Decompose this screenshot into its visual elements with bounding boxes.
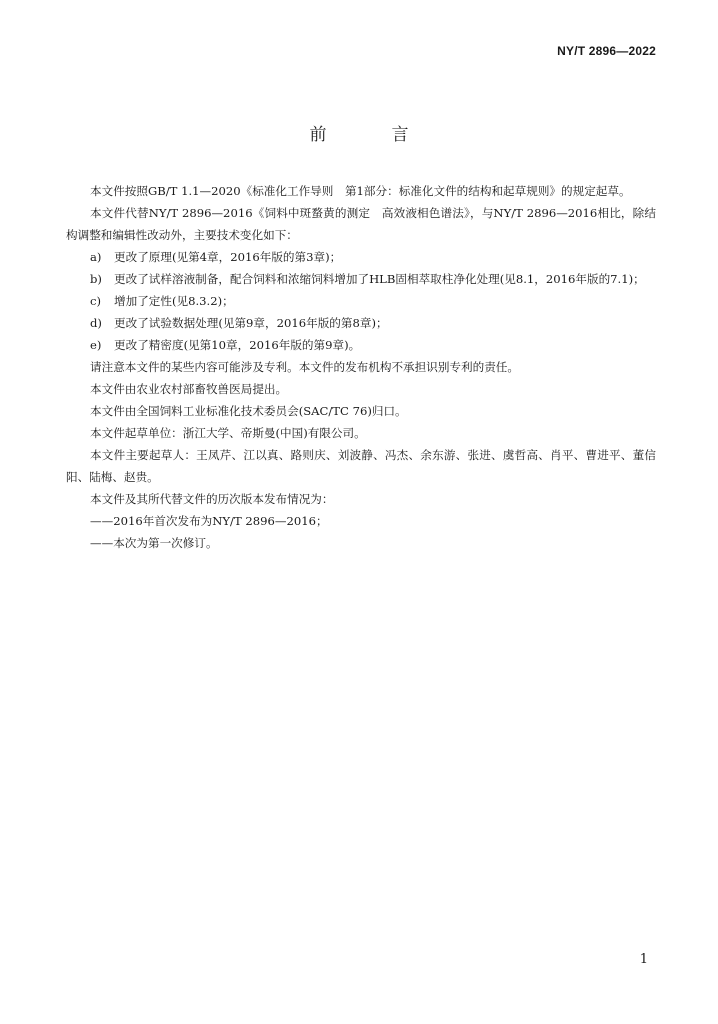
paragraph-proposer: 本文件由农业农村部畜牧兽医局提出。 [90, 382, 288, 396]
paragraph-patent-notice: 请注意本文件的某些内容可能涉及专利。本文件的发布机构不承担识别专利的责任。 [90, 360, 519, 374]
list-item-label: c) [90, 294, 102, 308]
list-item-text: 更改了试验数据处理(见第9章，2016年版的第8章)； [114, 316, 388, 330]
list-item-label: b) [90, 272, 102, 286]
paragraph-history-2016: ——2016年首次发布为NY/T 2896—2016； [90, 514, 328, 528]
paragraph-replaces: 本文件代替NY/T 2896—2016《饲料中斑蝥黄的测定 高效液相色谱法》，与NY/T 2896—2016相比，除结构调整和编辑性改动外，主要技术变化如下： [66, 206, 656, 242]
list-item-text: 更改了精密度(见第10章，2016年版的第9章)。 [114, 338, 361, 352]
paragraph-history-revision: ——本次为第一次修订。 [90, 536, 218, 550]
standard-code: NY/T 2896—2022 [557, 44, 656, 58]
list-item [66, 246, 656, 268]
list-item [66, 268, 656, 290]
list-item-label: a) [90, 250, 102, 264]
list-item-label: d) [90, 316, 102, 330]
list-item [66, 334, 656, 356]
page-number: 1 [639, 952, 648, 967]
paragraph-drafting-units: 本文件起草单位：浙江大学、帝斯曼(中国)有限公司。 [90, 426, 366, 440]
list-item-label: e) [90, 338, 102, 352]
page-title: 前 言 [309, 125, 433, 145]
paragraph-committee: 本文件由全国饲料工业标准化技术委员会(SAC/TC 76)归口。 [90, 404, 407, 418]
paragraph-drafting-rules: 本文件按照GB/T 1.1—2020《标准化工作导则 第1部分：标准化文件的结构和起草规则》的规定起草。 [90, 184, 631, 198]
list-item [66, 290, 656, 312]
list-item-text: 增加了定性(见8.3.2)； [114, 294, 234, 308]
list-item [66, 312, 656, 334]
document-body [66, 180, 656, 554]
list-item-text: 更改了试样溶液制备，配合饲料和浓缩饲料增加了HLB固相萃取柱净化处理(见8.1，2016年版的7.1)； [114, 272, 645, 286]
paragraph-history-intro: 本文件及其所代替文件的历次版本发布情况为： [90, 492, 334, 506]
list-item-text: 更改了原理(见第4章，2016年版的第3章)； [114, 250, 342, 264]
paragraph-drafters: 本文件主要起草人：王凤芹、江以真、路则庆、刘波静、冯杰、余东游、张进、虞哲高、肖平、曹进平、董信阳、陆梅、赵贵。 [66, 448, 656, 484]
